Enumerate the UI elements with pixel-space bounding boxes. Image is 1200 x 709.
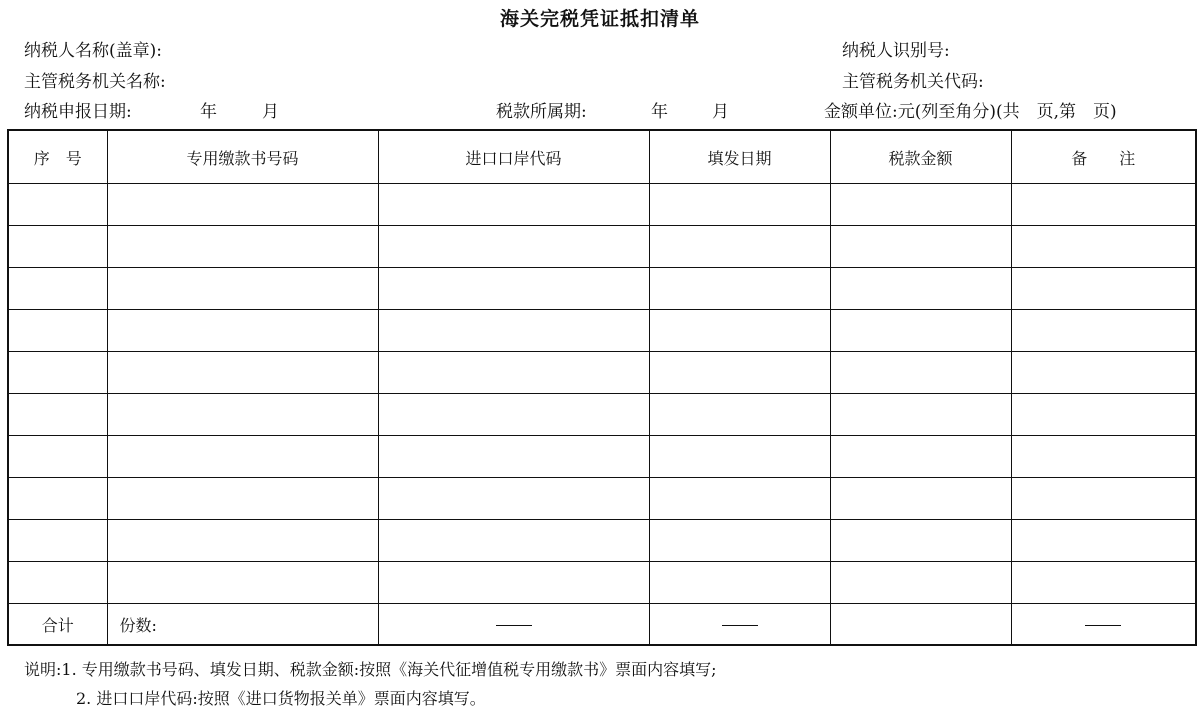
authority-name-label: 主管税务机关名称: bbox=[24, 72, 166, 92]
copies-label: 份数: bbox=[107, 604, 378, 646]
port-code-cell[interactable] bbox=[378, 184, 649, 226]
col-header-remarks: 备 注 bbox=[1011, 130, 1196, 184]
port-code-cell[interactable] bbox=[378, 520, 649, 562]
port-code-cell[interactable] bbox=[378, 436, 649, 478]
payment-no-cell[interactable] bbox=[107, 268, 378, 310]
remarks-cell[interactable] bbox=[1011, 436, 1196, 478]
issue-date-cell[interactable] bbox=[649, 184, 830, 226]
form-title: 海关完税凭证抵扣清单 bbox=[499, 8, 700, 30]
seq-cell[interactable] bbox=[8, 436, 107, 478]
remarks-cell[interactable] bbox=[1011, 310, 1196, 352]
payment-no-cell[interactable] bbox=[107, 184, 378, 226]
payment-no-cell[interactable] bbox=[107, 436, 378, 478]
table-row bbox=[8, 478, 1196, 520]
note-line-2: 2. 进口口岸代码:按照《进口货物报关单》票面内容填写。 bbox=[76, 689, 486, 708]
table-row bbox=[8, 436, 1196, 478]
col-header-port-code: 进口口岸代码 bbox=[378, 130, 649, 184]
tax-period-label: 税款所属期: bbox=[496, 102, 587, 122]
port-code-cell[interactable] bbox=[378, 226, 649, 268]
seq-cell[interactable] bbox=[8, 310, 107, 352]
deduction-table bbox=[7, 129, 1197, 646]
tax-amount-cell[interactable] bbox=[830, 394, 1011, 436]
remarks-cell[interactable] bbox=[1011, 268, 1196, 310]
table-header-row bbox=[8, 130, 1196, 184]
payment-no-cell[interactable] bbox=[107, 352, 378, 394]
remarks-dash bbox=[1011, 604, 1196, 646]
remarks-cell[interactable] bbox=[1011, 562, 1196, 604]
period-month-label: 月 bbox=[712, 102, 729, 122]
seq-cell[interactable] bbox=[8, 394, 107, 436]
tax-amount-total-cell bbox=[830, 604, 1011, 646]
table-row bbox=[8, 520, 1196, 562]
payment-no-cell[interactable] bbox=[107, 478, 378, 520]
remarks-cell[interactable] bbox=[1011, 352, 1196, 394]
tax-amount-cell[interactable] bbox=[830, 226, 1011, 268]
issue-date-cell[interactable] bbox=[649, 436, 830, 478]
issue-date-cell[interactable] bbox=[649, 520, 830, 562]
col-header-tax-amount: 税款金额 bbox=[830, 130, 1011, 184]
table-row bbox=[8, 394, 1196, 436]
seq-cell[interactable] bbox=[8, 562, 107, 604]
taxpayer-id-label: 纳税人识别号: bbox=[842, 41, 950, 61]
tax-amount-cell[interactable] bbox=[830, 268, 1011, 310]
seq-cell[interactable] bbox=[8, 520, 107, 562]
col-header-seq: 序 号 bbox=[8, 130, 107, 184]
port-code-cell[interactable] bbox=[378, 394, 649, 436]
port-code-dash bbox=[378, 604, 649, 646]
seq-cell[interactable] bbox=[8, 478, 107, 520]
issue-date-cell[interactable] bbox=[649, 268, 830, 310]
seq-cell[interactable] bbox=[8, 352, 107, 394]
issue-date-cell[interactable] bbox=[649, 562, 830, 604]
tax-amount-cell[interactable] bbox=[830, 520, 1011, 562]
total-label: 合计 bbox=[8, 604, 107, 646]
issue-date-cell[interactable] bbox=[649, 226, 830, 268]
total-row bbox=[8, 604, 1196, 646]
table-row bbox=[8, 352, 1196, 394]
col-header-issue-date: 填发日期 bbox=[649, 130, 830, 184]
issue-date-cell[interactable] bbox=[649, 478, 830, 520]
payment-no-cell[interactable] bbox=[107, 310, 378, 352]
payment-no-cell[interactable] bbox=[107, 226, 378, 268]
issue-date-cell[interactable] bbox=[649, 352, 830, 394]
declare-month-label: 月 bbox=[262, 102, 279, 122]
col-header-payment-no: 专用缴款书号码 bbox=[107, 130, 378, 184]
issue-date-dash bbox=[649, 604, 830, 646]
seq-cell[interactable] bbox=[8, 268, 107, 310]
remarks-cell[interactable] bbox=[1011, 520, 1196, 562]
payment-no-cell[interactable] bbox=[107, 562, 378, 604]
period-year-label: 年 bbox=[651, 102, 668, 122]
tax-amount-cell[interactable] bbox=[830, 184, 1011, 226]
tax-amount-cell[interactable] bbox=[830, 436, 1011, 478]
remarks-cell[interactable] bbox=[1011, 226, 1196, 268]
port-code-cell[interactable] bbox=[378, 310, 649, 352]
remarks-cell[interactable] bbox=[1011, 184, 1196, 226]
table-row bbox=[8, 268, 1196, 310]
tax-amount-cell[interactable] bbox=[830, 478, 1011, 520]
payment-no-cell[interactable] bbox=[107, 520, 378, 562]
declare-year-label: 年 bbox=[200, 102, 217, 122]
remarks-cell[interactable] bbox=[1011, 394, 1196, 436]
table-row bbox=[8, 310, 1196, 352]
declare-date-label: 纳税申报日期: bbox=[24, 102, 132, 122]
port-code-cell[interactable] bbox=[378, 268, 649, 310]
port-code-cell[interactable] bbox=[378, 352, 649, 394]
table-row bbox=[8, 184, 1196, 226]
remarks-cell[interactable] bbox=[1011, 478, 1196, 520]
table-row bbox=[8, 226, 1196, 268]
tax-amount-cell[interactable] bbox=[830, 352, 1011, 394]
table-row bbox=[8, 562, 1196, 604]
seq-cell[interactable] bbox=[8, 226, 107, 268]
seq-cell[interactable] bbox=[8, 184, 107, 226]
tax-amount-cell[interactable] bbox=[830, 562, 1011, 604]
taxpayer-name-label: 纳税人名称(盖章): bbox=[24, 41, 162, 61]
port-code-cell[interactable] bbox=[378, 562, 649, 604]
issue-date-cell[interactable] bbox=[649, 310, 830, 352]
issue-date-cell[interactable] bbox=[649, 394, 830, 436]
payment-no-cell[interactable] bbox=[107, 394, 378, 436]
amount-unit-label: 金额单位:元(列至角分)(共 页,第 页) bbox=[824, 102, 1117, 122]
authority-code-label: 主管税务机关代码: bbox=[842, 72, 984, 92]
note-line-1: 说明:1. 专用缴款书号码、填发日期、税款金额:按照《海关代征增值税专用缴款书》票面内容填写; bbox=[24, 660, 717, 679]
tax-amount-cell[interactable] bbox=[830, 310, 1011, 352]
port-code-cell[interactable] bbox=[378, 478, 649, 520]
